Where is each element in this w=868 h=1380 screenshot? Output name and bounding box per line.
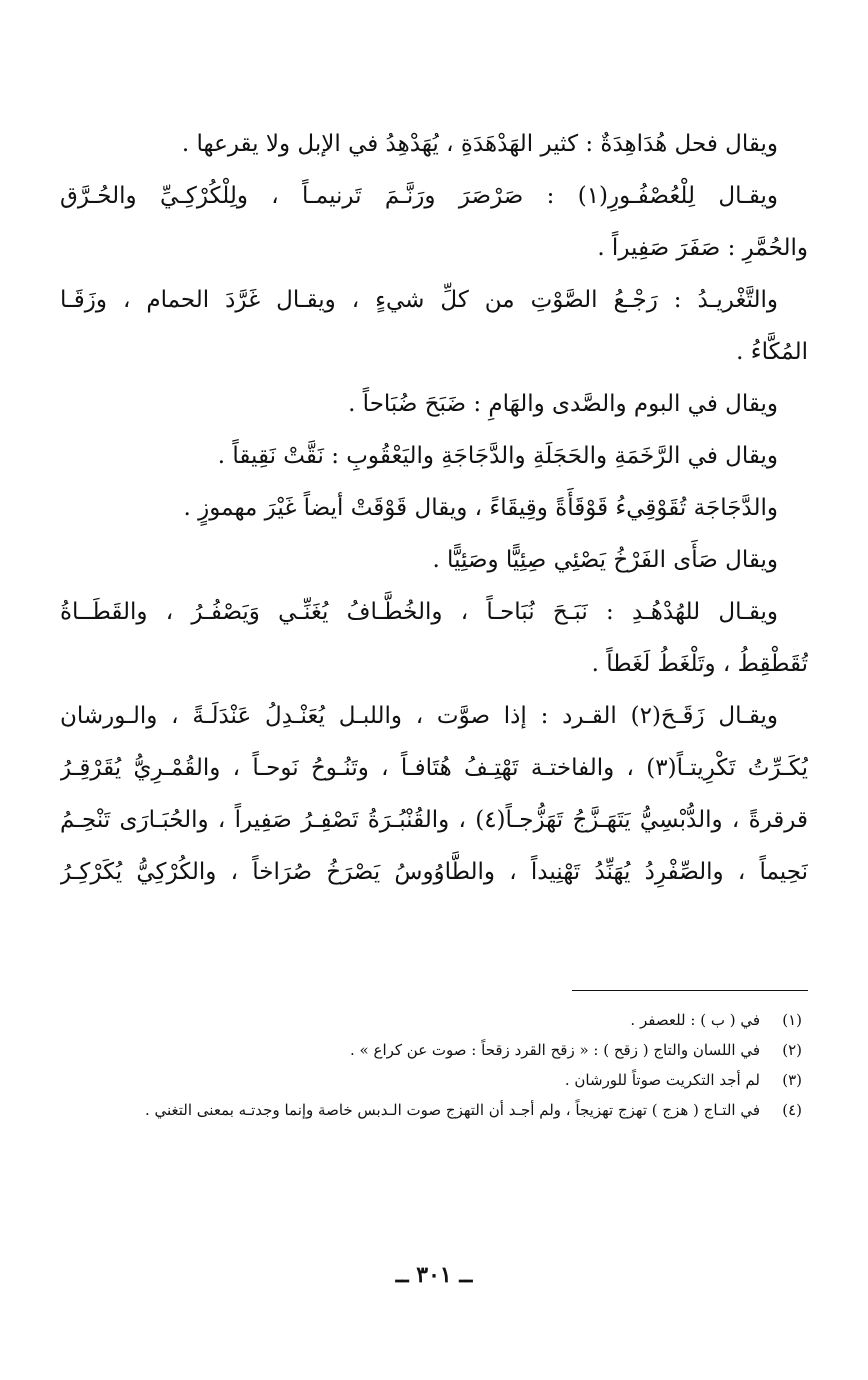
text-line: يُكَـرِّتُ تَكْرِيتـاً(٣) ، والفاختـة تَهْتِـفُ هُتَافـاً ، وتَنُـوحُ نَوحـاً ، والقُمْـرِيُّ يُقَرْقِـرُ bbox=[60, 755, 808, 781]
text-line: والحُمَّرِ : صَفَرَ صَفِيراً . bbox=[597, 235, 808, 261]
footnote-text: في ( ب ) : للعصفر . bbox=[630, 1011, 760, 1029]
text-line: ويقال في الرَّخَمَةِ والحَجَلَةِ والدَّجَاجَةِ واليَعْقُوبِ : نَقَّتْ نَقِيقاً . bbox=[217, 443, 778, 469]
text-line: تُقَطْقِطُ ، وتَلْغَطُ لَغَطاً . bbox=[591, 651, 808, 677]
footnote-number: (١) bbox=[782, 1011, 802, 1029]
text-line: المُكَّاءُ . bbox=[736, 339, 808, 365]
footnote-text: في التـاج ( هزج ) تهزج تهزيجاً ، ولم أجـد أن التهزج صوت الـدبس خاصة وإنما وجدتـه بمعنى التغني . bbox=[144, 1101, 760, 1119]
footnote-text: في اللسان والتاج ( زقح ) : « زقح القرد زقحاً : صوت عن كراع » . bbox=[350, 1041, 760, 1059]
text-line: والتَّغْريـدُ : رَجْـعُ الصَّوْتِ من كلِّ شيءٍ ، ويقـال غَرَّدَ الحمام ، وزَقَـا bbox=[60, 287, 778, 313]
text-line: ويقال فحل هُدَاهِدَةٌ : كثير الهَدْهَدَةِ ، يُهَدْهِدُ في الإبل ولا يقرعها . bbox=[181, 131, 778, 157]
text-line: ويقـال زَقَـحَ(٢) القـرد : إذا صوَّت ، واللبـل يُعَنْـدِلُ عَنْدَلَـةً ، والـورشان bbox=[60, 703, 778, 729]
main-text-block bbox=[60, 118, 808, 898]
text-line: قرقرةً ، والدُّبْسِيُّ يَتَهَـزَّجُ تَهَزُّجـاً(٤) ، والقُنْبُـرَةُ تَصْفِـرُ صَفِيراً ، والحُبَـارَى تَنْحِـمُ bbox=[60, 807, 808, 833]
text-line: ويقال صَأَى الفَرْخُ يَصْئِي صِئِيًّا وصَئِيًّا . bbox=[432, 547, 778, 573]
text-line: ويقال في البوم والصَّدى والهَامِ : ضَبَحَ ضُبَاحاً . bbox=[348, 391, 778, 417]
footnote bbox=[62, 1005, 806, 1035]
footnote-separator bbox=[572, 990, 808, 991]
text-line: نَحِيماً ، والصِّفْرِدُ يُهَنِّدُ تَهْنِيداً ، والطَّاوُوسُ يَصْرَخُ صُرَاخاً ، والكُرْكِيُّ يُكَرْكِـرُ bbox=[60, 859, 808, 885]
footnotes bbox=[62, 1005, 806, 1125]
text-line: ويقـال لِلْعُصْفُـورِ(١) : صَرْصَرَ ورَنَّـمَ تَرنيمـاً ، ولِلْكُرْكِـيِّ والحُـرَّق bbox=[60, 183, 778, 209]
text-line: ويقـال للهُدْهُـدِ : نَبَـحَ نُبَاحـاً ، والخُطَّـافُ يُغَنِّـي وَيَصْفُـرُ ، والقَطَــاةُ bbox=[60, 599, 778, 625]
text-line: والدَّجَاجَة تُقَوْقِيءُ قَوْقَأَةً وقِيقَاءً ، ويقال قَوْقَتْ أيضاً غَيْرَ مهموزٍ . bbox=[183, 495, 778, 521]
footnote bbox=[62, 1095, 806, 1125]
footnote-number: (٣) bbox=[782, 1071, 802, 1089]
footnote-number: (٤) bbox=[782, 1101, 802, 1119]
page-number: ــ ٣٠١ ــ bbox=[395, 1262, 473, 1288]
footnote-number: (٢) bbox=[782, 1041, 802, 1059]
footnote bbox=[62, 1035, 806, 1065]
footnote-text: لم أجد التكريت صوتاً للورشان . bbox=[564, 1071, 760, 1089]
footnote bbox=[62, 1065, 806, 1095]
